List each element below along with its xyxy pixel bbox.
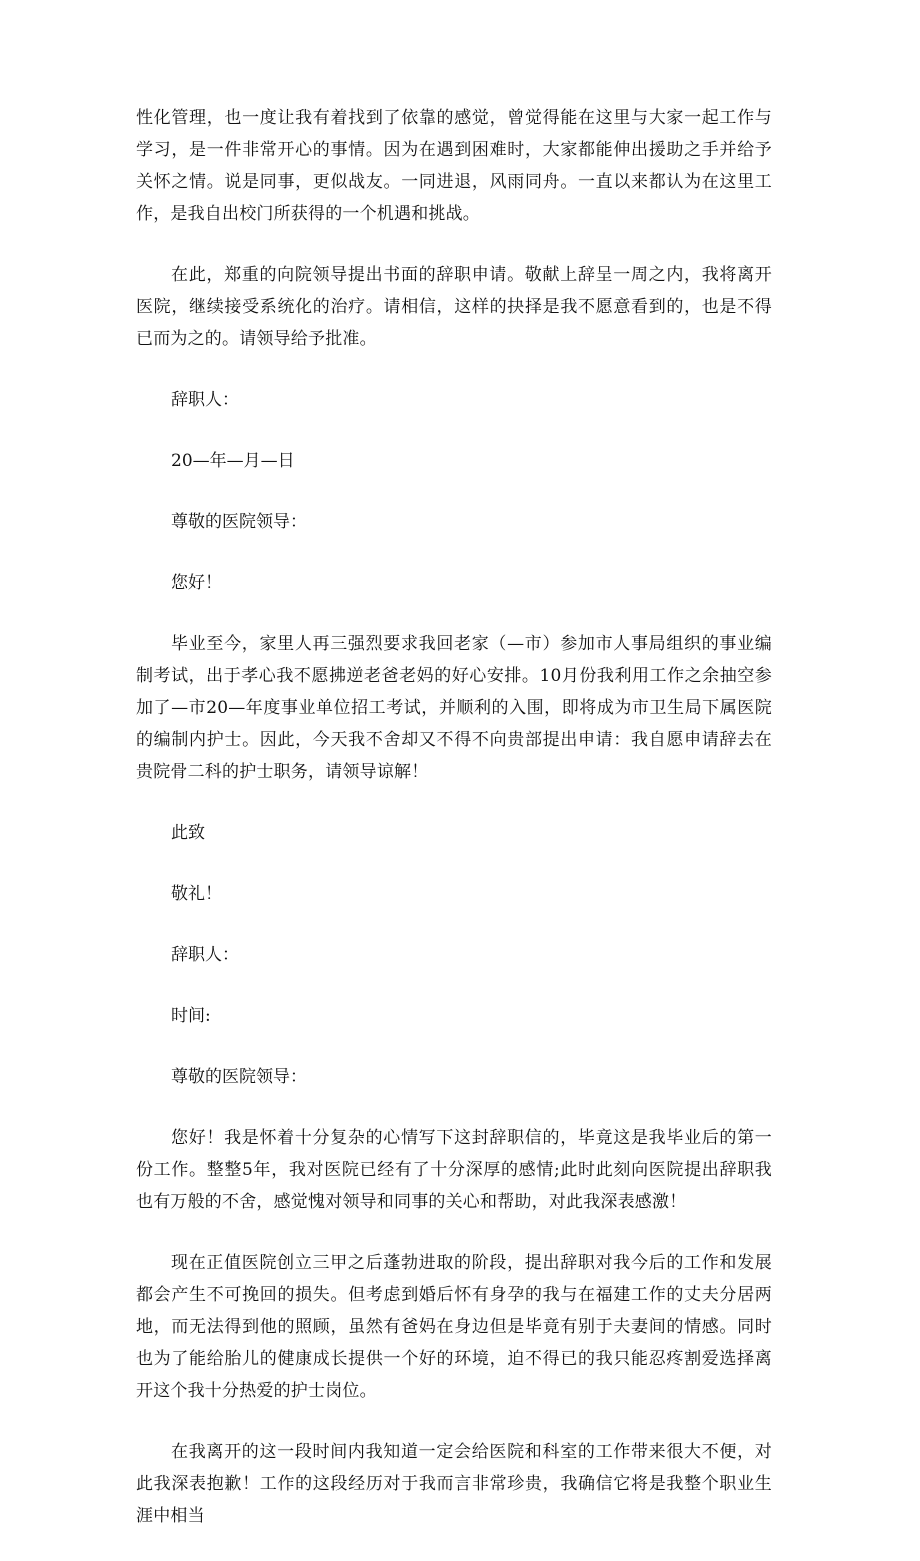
paragraph-greeting-feelings: 您好！我是怀着十分复杂的心情写下这封辞职信的，毕竟这是我毕业后的第一份工作。整整5年，我对医院已经有了十分深厚的感情;此时此刻向医院提出辞职我也有万般的不舍，感觉愧对领导和同事的关心和帮助，对此我深表感激！ [136, 1128, 772, 1212]
paragraph-continuation: 性化管理，也一度让我有着找到了依靠的感觉，曾觉得能在这里与大家一起工作与学习，是一件非常开心的事情。因为在遇到困难时，大家都能伸出援助之手并给予关怀之情。说是同事，更似战友。一同进退，风雨同舟。一直以来都认为在这里工作，是我自出校门所获得的一个机遇和挑战。 [136, 108, 772, 224]
paragraph-apology: 在我离开的这一段时间内我知道一定会给医院和科室的工作带来很大不便，对此我深表抱歉！工作的这段经历对于我而言非常珍贵，我确信它将是我整个职业生涯中相当 [136, 1442, 772, 1526]
paragraph-exam-reason: 毕业至今，家里人再三强烈要求我回老家（—市）参加市人事局组织的事业编制考试，出于孝心我不愿拂逆老爸老妈的好心安排。10月份我利用工作之余抽空参加了—市20—年度事业单位招工考试，并顺利的入围，即将成为市卫生局下属医院的编制内护士。因此，今天我不舍却又不得不向贵部提出申请：我自愿申请辞去在贵院骨二科的护士职务，请领导谅解！ [136, 634, 772, 782]
signature-line-2: 辞职人： [171, 945, 239, 965]
signature-line: 辞职人： [171, 390, 239, 410]
closing-line-1: 此致 [171, 823, 205, 843]
paragraph-resignation-request: 在此，郑重的向院领导提出书面的辞职申请。敬献上辞呈一周之内，我将离开医院，继续接受系统化的治疗。请相信，这样的抉择是我不愿意看到的，也是不得已而为之的。请领导给予批准。 [136, 265, 772, 349]
paragraph-pregnancy-reason: 现在正值医院创立三甲之后蓬勃进取的阶段，提出辞职对我今后的工作和发展都会产生不可挽回的损失。但考虑到婚后怀有身孕的我与在福建工作的丈夫分居两地，而无法得到他的照顾，虽然有爸妈在身边但是毕竟有别于夫妻间的情感。同时也为了能给胎儿的健康成长提供一个好的环境，迫不得已的我只能忍疼割爱选择离开这个我十分热爱的护士岗位。 [136, 1253, 772, 1401]
time-line: 时间: [171, 1006, 211, 1026]
date-line: 20—年—月—日 [171, 451, 295, 471]
closing-line-2: 敬礼！ [171, 884, 222, 904]
document-body [136, 102, 772, 1561]
salutation-2: 尊敬的医院领导： [171, 1067, 307, 1087]
greeting: 您好！ [171, 573, 222, 593]
salutation: 尊敬的医院领导： [171, 512, 307, 532]
